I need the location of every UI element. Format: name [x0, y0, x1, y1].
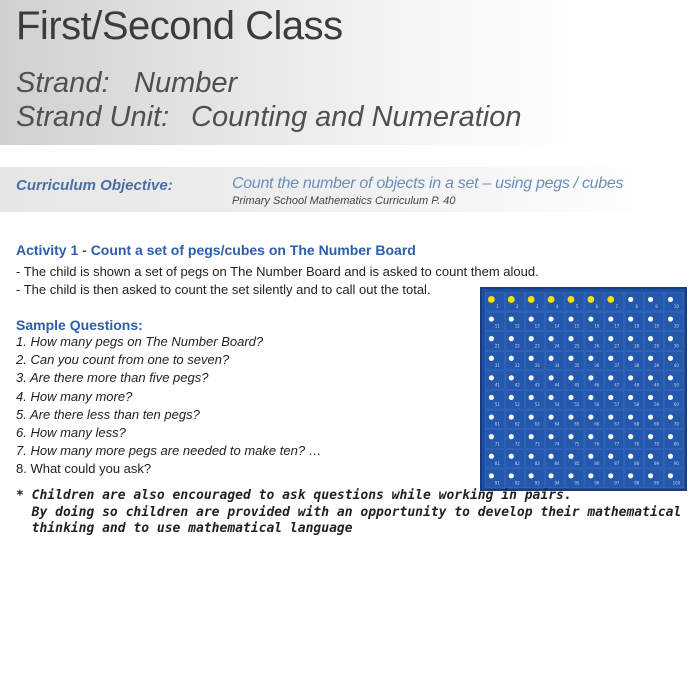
strand-value: Number — [134, 67, 238, 99]
white-peg — [568, 454, 573, 459]
board-cell-number: 68 — [634, 421, 640, 427]
board-cell-number: 14 — [554, 323, 560, 329]
note-line: By doing so children are provided with an opportunity to develop their mathematical — [16, 504, 682, 520]
white-peg — [548, 316, 553, 321]
white-peg — [568, 356, 573, 361]
board-cell-number: 65 — [574, 421, 580, 427]
white-peg — [628, 336, 633, 341]
white-peg — [529, 395, 534, 400]
sample-questions-title: Sample Questions: — [16, 317, 143, 333]
yellow-peg — [587, 296, 594, 303]
board-cell-number: 46 — [594, 382, 600, 388]
board-cell-number: 9 — [655, 304, 658, 310]
white-peg — [668, 336, 673, 341]
white-peg — [489, 473, 494, 478]
white-peg — [568, 375, 573, 380]
board-cell-number: 76 — [594, 441, 600, 447]
board-cell-number: 79 — [653, 441, 660, 447]
white-peg — [628, 356, 633, 361]
board-cell-number: 92 — [514, 480, 520, 486]
board-cell-number: 24 — [554, 343, 560, 349]
board-cell-number: 32 — [514, 362, 520, 368]
board-cell-number: 61 — [494, 421, 500, 427]
white-peg — [608, 356, 613, 361]
white-peg — [588, 473, 593, 478]
white-peg — [568, 395, 573, 400]
class-title: First/Second Class — [16, 4, 343, 48]
white-peg — [509, 336, 514, 341]
board-cell-number: 52 — [514, 402, 520, 408]
board-cell-number: 25 — [574, 343, 580, 349]
white-peg — [529, 414, 534, 419]
board-cell-number: 73 — [534, 441, 540, 447]
number-board-image — [480, 287, 687, 491]
white-peg — [509, 473, 514, 478]
board-cell-number: 67 — [614, 421, 620, 427]
board-cell-number: 82 — [514, 460, 520, 466]
white-peg — [568, 414, 573, 419]
board-cell-number: 2 — [515, 304, 519, 310]
board-cell-number: 87 — [614, 460, 620, 466]
white-peg — [548, 395, 553, 400]
board-cell-number: 72 — [514, 441, 520, 447]
activity-bullet: - The child is shown a set of pegs on The Number Board and is asked to count them aloud. — [16, 264, 539, 279]
yellow-peg — [488, 296, 495, 303]
board-cell-number: 40 — [673, 362, 679, 368]
strand-unit-value: Counting and Numeration — [191, 101, 522, 133]
white-peg — [668, 414, 673, 419]
board-cell-number: 100 — [672, 480, 681, 486]
white-peg — [628, 316, 633, 321]
board-cell-number: 3 — [535, 304, 539, 310]
board-cell-number: 45 — [574, 382, 580, 388]
board-cell-number: 88 — [634, 460, 640, 466]
white-peg — [509, 434, 514, 439]
board-cell-number: 58 — [634, 402, 640, 408]
question-item: 2. Can you count from one to seven? — [16, 352, 230, 368]
board-cell-number: 44 — [554, 382, 560, 388]
white-peg — [648, 297, 653, 302]
question-item: 4. How many more? — [16, 388, 133, 404]
board-cell-number: 6 — [595, 304, 599, 310]
number-board-grid — [485, 292, 684, 488]
white-peg — [568, 336, 573, 341]
board-cell-number: 4 — [555, 304, 559, 310]
white-peg — [529, 375, 534, 380]
board-cell-number: 97 — [614, 480, 620, 486]
white-peg — [548, 434, 553, 439]
white-peg — [668, 375, 673, 380]
white-peg — [608, 434, 613, 439]
objective-source: Primary School Mathematics Curriculum P. 40 — [232, 195, 456, 207]
board-cell-number: 17 — [614, 323, 620, 329]
header-banner — [0, 0, 700, 145]
white-peg — [489, 454, 494, 459]
white-peg — [628, 375, 633, 380]
white-peg — [509, 375, 514, 380]
board-cell — [545, 293, 564, 312]
board-cell — [486, 293, 505, 312]
board-cell-number: 69 — [653, 421, 660, 427]
board-cell-number: 18 — [634, 323, 640, 329]
white-peg — [648, 336, 653, 341]
board-cell-number: 59 — [653, 402, 660, 408]
white-peg — [489, 316, 494, 321]
board-cell-number: 31 — [494, 362, 500, 368]
board-cell-number: 23 — [534, 343, 540, 349]
board-cell-number: 86 — [594, 460, 600, 466]
board-cell-number: 85 — [574, 460, 580, 466]
white-peg — [608, 454, 613, 459]
white-peg — [608, 316, 613, 321]
white-peg — [648, 454, 653, 459]
board-cell-number: 1 — [496, 304, 499, 310]
board-cell-number: 60 — [673, 402, 679, 408]
white-peg — [588, 414, 593, 419]
board-cell-number: 89 — [653, 460, 660, 466]
white-peg — [588, 336, 593, 341]
board-cell-number: 64 — [554, 421, 560, 427]
white-peg — [568, 316, 573, 321]
board-cell-number: 34 — [554, 362, 560, 368]
white-peg — [668, 473, 673, 478]
board-cell-number: 42 — [514, 382, 520, 388]
board-cell-number: 74 — [554, 441, 560, 447]
board-cell-number: 20 — [673, 323, 679, 329]
white-peg — [489, 434, 494, 439]
board-cell — [565, 293, 584, 312]
board-cell-number: 16 — [594, 323, 600, 329]
board-cell-number: 33 — [534, 362, 540, 368]
question-item: 7. How many more pegs are needed to make ten? … — [16, 443, 322, 459]
board-cell-number: 91 — [494, 480, 500, 486]
white-peg — [648, 375, 653, 380]
board-cell-number: 8 — [635, 304, 638, 310]
board-cell-number: 7 — [615, 304, 619, 310]
board-cell — [585, 293, 604, 312]
board-cell-number: 48 — [634, 382, 640, 388]
white-peg — [608, 336, 613, 341]
white-peg — [548, 414, 553, 419]
white-peg — [628, 297, 633, 302]
board-cell-number: 54 — [554, 402, 560, 408]
note-line: thinking and to use mathematical language — [16, 521, 353, 536]
question-item: 5. Are there less than ten pegs? — [16, 406, 200, 422]
board-cell-number: 53 — [534, 402, 540, 408]
white-peg — [648, 414, 653, 419]
board-cell-number: 35 — [574, 362, 580, 368]
objective-text: Count the number of objects in a set – using pegs / cubes — [232, 175, 624, 192]
board-cell-number: 66 — [594, 421, 600, 427]
white-peg — [588, 356, 593, 361]
white-peg — [509, 454, 514, 459]
board-cell-number: 27 — [614, 343, 620, 349]
white-peg — [548, 454, 553, 459]
board-cell-number: 22 — [514, 343, 520, 349]
white-peg — [489, 356, 494, 361]
strand-line — [16, 67, 237, 100]
board-cell — [625, 293, 644, 312]
board-cell-number: 98 — [634, 480, 640, 486]
board-cell-number: 94 — [554, 480, 560, 486]
board-cell-number: 26 — [594, 343, 600, 349]
yellow-peg — [548, 296, 555, 303]
white-peg — [628, 454, 633, 459]
yellow-peg — [528, 296, 535, 303]
board-cell-number: 71 — [494, 441, 500, 447]
board-cell-number: 10 — [673, 304, 679, 310]
white-peg — [588, 395, 593, 400]
white-peg — [529, 356, 534, 361]
note-line: * Children are also encouraged to ask questions while working in pairs. — [16, 488, 572, 503]
white-peg — [628, 414, 633, 419]
board-cell-number: 28 — [634, 343, 640, 349]
board-cell-number: 38 — [634, 362, 640, 368]
white-peg — [489, 336, 494, 341]
white-peg — [529, 473, 534, 478]
question-item: 1. How many pegs on The Number Board? — [16, 334, 264, 349]
board-cell-number: 75 — [574, 441, 580, 447]
white-peg — [588, 454, 593, 459]
white-peg — [668, 297, 673, 302]
white-peg — [588, 434, 593, 439]
white-peg — [548, 473, 553, 478]
board-cell — [605, 293, 624, 312]
board-cell-number: 56 — [594, 402, 600, 408]
yellow-peg — [607, 296, 614, 303]
board-cell-number: 63 — [534, 421, 540, 427]
board-cell-number: 19 — [653, 323, 660, 329]
white-peg — [668, 356, 673, 361]
board-cell-number: 57 — [614, 402, 620, 408]
board-cell — [505, 293, 524, 312]
white-peg — [628, 434, 633, 439]
board-cell-number: 99 — [653, 480, 660, 486]
white-peg — [568, 473, 573, 478]
board-cell-number: 15 — [574, 323, 580, 329]
white-peg — [548, 336, 553, 341]
white-peg — [648, 316, 653, 321]
white-peg — [668, 316, 673, 321]
board-cell-number: 51 — [494, 402, 500, 408]
white-peg — [509, 316, 514, 321]
pair-work-note — [16, 488, 681, 538]
white-peg — [648, 395, 653, 400]
white-peg — [668, 395, 673, 400]
objective-label: Curriculum Objective: — [16, 177, 173, 194]
white-peg — [668, 454, 673, 459]
white-peg — [568, 434, 573, 439]
board-cell-number: 39 — [653, 362, 660, 368]
white-peg — [648, 356, 653, 361]
white-peg — [548, 375, 553, 380]
white-peg — [489, 414, 494, 419]
white-peg — [588, 375, 593, 380]
board-cell-number: 13 — [534, 323, 540, 329]
board-cell-number: 47 — [614, 382, 620, 388]
sample-questions-list — [16, 333, 322, 479]
board-cell-number: 96 — [594, 480, 600, 486]
white-peg — [548, 356, 553, 361]
white-peg — [628, 473, 633, 478]
board-cell-number: 78 — [634, 441, 640, 447]
white-peg — [529, 434, 534, 439]
white-peg — [608, 414, 613, 419]
board-cell-number: 55 — [574, 402, 580, 408]
white-peg — [608, 473, 613, 478]
board-cell — [525, 293, 544, 312]
white-peg — [608, 395, 613, 400]
yellow-peg — [568, 296, 575, 303]
board-cell-number: 50 — [673, 382, 679, 388]
board-cell-number: 62 — [514, 421, 520, 427]
white-peg — [628, 395, 633, 400]
question-item: 3. Are there more than five pegs? — [16, 370, 209, 386]
board-cell-number: 43 — [534, 382, 540, 388]
white-peg — [648, 473, 653, 478]
board-cell-number: 37 — [614, 362, 620, 368]
white-peg — [509, 395, 514, 400]
board-cell-number: 81 — [494, 460, 500, 466]
strand-label: Strand: — [16, 67, 110, 99]
board-cell-number: 77 — [614, 441, 620, 447]
white-peg — [529, 316, 534, 321]
question-item: 8. What could you ask? — [16, 461, 152, 477]
board-cell-number: 95 — [574, 480, 580, 486]
white-peg — [509, 356, 514, 361]
white-peg — [489, 395, 494, 400]
activity-bullet: - The child is then asked to count the set silently and to call out the total. — [16, 282, 431, 297]
white-peg — [648, 434, 653, 439]
board-cell-number: 36 — [594, 362, 600, 368]
white-peg — [529, 454, 534, 459]
white-peg — [608, 375, 613, 380]
question-item: 6. How many less? — [16, 425, 126, 441]
activity-title: Activity 1 - Count a set of pegs/cubes on The Number Board — [16, 242, 416, 258]
white-peg — [489, 375, 494, 380]
board-cell-number: 70 — [673, 421, 679, 427]
yellow-peg — [508, 296, 515, 303]
board-cell-number: 84 — [554, 460, 560, 466]
board-cell-number: 21 — [494, 343, 500, 349]
strand-unit-label: Strand Unit: — [16, 101, 170, 133]
board-cell-number: 30 — [673, 343, 679, 349]
white-peg — [529, 336, 534, 341]
board-cell-number: 29 — [653, 343, 660, 349]
strand-unit-line — [16, 101, 521, 134]
board-cell — [645, 293, 664, 312]
board-cell-number: 83 — [534, 460, 540, 466]
board-cell-number: 80 — [673, 441, 679, 447]
board-cell-number: 12 — [514, 323, 520, 329]
board-cell-number: 93 — [534, 480, 540, 486]
board-cell-number: 11 — [494, 323, 500, 329]
board-cell-number: 5 — [575, 304, 579, 310]
board-cell-number: 41 — [494, 382, 500, 388]
board-cell-number: 49 — [653, 382, 660, 388]
white-peg — [509, 414, 514, 419]
white-peg — [588, 316, 593, 321]
board-cell-number: 90 — [673, 460, 679, 466]
white-peg — [668, 434, 673, 439]
